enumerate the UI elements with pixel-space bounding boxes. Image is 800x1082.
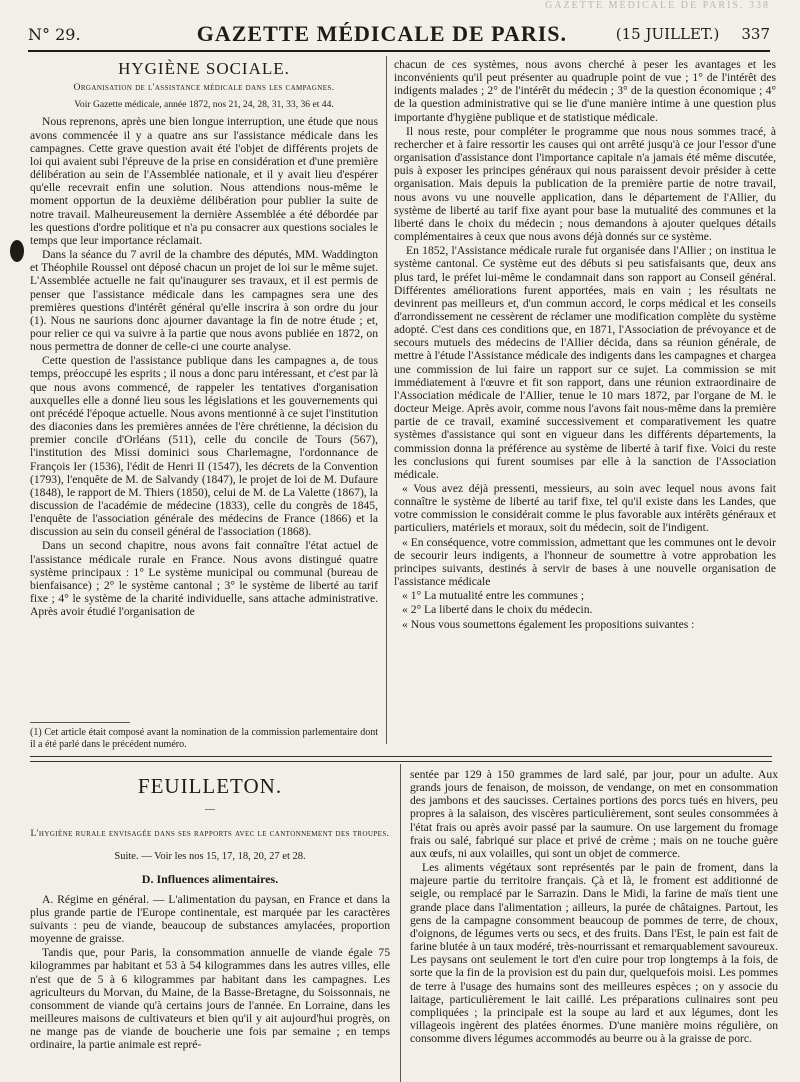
section-title: HYGIÈNE SOCIALE. <box>118 59 290 78</box>
paragraph: A. Régime en général. — L'alimentation du paysan, en France et dans la plus grande partie de l'Europe continentale, est marquée par les caractères suivants : peu de viande, beaucoup de substances amylacées, proportion moyenne de graisse. <box>30 892 390 946</box>
ink-blot <box>10 240 24 262</box>
feuilleton-left-column <box>30 770 390 1082</box>
header-right <box>616 25 770 43</box>
paragraph: Dans la séance du 7 avril de la chambre des députés, MM. Waddington et Théophile Roussel ont déposé chacun un projet de loi sur le même sujet. L'Assemblée actuelle ne fait qu'inaugurer ses travaux, et il est permis de penser que l'assistance médicale dans les campagnes sera une des premières questions d'intérêt général qu'elle inscrira à son ordre du jour (1). Nous ne saurions donc ajourner davantage la fin de notre étude ; et, pour relier ce qui va suivre à la partie que nous avons publiée en 1872, on nous permettra de donner de celle-ci une courte analyse. <box>30 248 378 354</box>
quote-paragraph: « Vous avez déjà pressenti, messieurs, au soin avec lequel nous avons fait connaître le système de liberté au tarif fixe, tel qu'il existe dans les Landes, que votre commission le considérait comme le plus favorable aux intérêts généraux et particuliers, matériels et moraux, soit du médecin, soit de l'indigent. <box>394 482 776 535</box>
suite-reference: Suite. — Voir les nos 15, 17, 18, 20, 27 et 28. <box>114 851 306 863</box>
column-rule <box>386 56 387 744</box>
quote-paragraph: « Nous vous soumettons également les propositions suivantes : <box>402 617 695 631</box>
title-dash: — <box>205 804 215 816</box>
column-rule <box>400 764 401 1082</box>
paragraph: Il nous reste, pour compléter le programme que nous nous sommes tracé, à rechercher et à faire ressortir les causes qui ont arrêté jusqu'à ce jour l'essor d'une organisation d'assistance dont l'importance capitale n'a jamais été même discutée, puis à exposer les principes généraux qui nous paraissent devoir présider à cette organisation. Mais depuis la publication de la première partie de notre travail, nous avons vu une nouvelle application, dans le département de l'Allier, du système de liberté au tarif fixe ayant pour base la mutualité des communes et la liberté dans le choix du médecin ; nous demandons à ajouter quelques détails complémentaires à ceux que nous avons déjà donnés sur ce système. <box>394 124 776 244</box>
feuilleton-right-column <box>410 768 778 1082</box>
bleed-through-text: GAZETTE MÉDICALE DE PARIS. 338 <box>545 0 770 10</box>
running-header <box>28 18 770 52</box>
hygiene-article-right-column <box>394 58 776 740</box>
feuilleton-title: FEUILLETON. <box>137 774 283 798</box>
feuilleton-subtitle: L'hygiène rurale envisagée dans ses rapports avec le cantonnement des troupes. <box>30 828 390 840</box>
quote-paragraph: « 1° La mutualité entre les communes ; <box>402 589 585 603</box>
quote-paragraph: « 2° La liberté dans le choix du médecin. <box>402 603 593 617</box>
paragraph: Cette question de l'assistance publique dans les campagnes a, de tous temps, préoccupé les esprits ; il nous a donc paru intéressant, et c'est par là que nous avons commencé, de rappeler les tentatives d'organisation auxquelles elle a donné lieu sous les législations et les gouvernements qui ont précédé l'époque actuelle. Nous avons mentionné à ce sujet l'institution des diaconies dans les premières années de l'ère chrétienne, la décision du premier concile d'Orléans (511), celle du concile de Tours (567), l'institution des Missi dominici sous Charlemagne, l'ordonnance de François Ier (1536), l'édit de Henri II (1547), les décrets de la Convention (1793), l'enquête de M. de Salvandy (1847), le projet de loi de M. Dufaure (1848), le rapport de M. Thiers (1850), celui de M. de La Valette (1867), la discussion de l'académie de médecine (1833), celle du congrès de 1845, l'enquête de l'association générale des médecins de France (1866) et la discussion au sein du conseil général de l'association (1868). <box>30 354 378 539</box>
page-number: 337 <box>741 25 770 43</box>
paragraph: Nous reprenons, après une bien longue interruption, une étude que nous avons commencée il y a quatre ans sur l'assistance médicale dans les campagnes. Cette grave question avait été l'objet de différents projets de loi qui avaient subi l'épreuve de la prise en considération et d'une première délibération au sein de l'Assemblée nationale, et il y avait lieu d'espérer qu'elle recevrait enfin une solution. Nous attendions nous-même le moment opportun de la deuxième délibération pour publier la suite de notre travail. Malheureusement la dernière Assemblée a été débordée par les questions d'ordre politique et n'a pu consacrer aux questions sociales le temps que leur importance réclamait. <box>30 115 378 247</box>
footnote: (1) Cet article était composé avant la nomination de la commission parlementaire dont il a été parlé dans le précédent numéro. <box>30 727 378 750</box>
journal-title: GAZETTE MÉDICALE DE PARIS. <box>196 21 568 46</box>
feuilleton-divider <box>30 756 772 762</box>
footnote-rule <box>30 722 130 723</box>
paragraph: chacun de ces systèmes, nous avons cherché à peser les avantages et les inconvénients qu'il peut présenter au quadruple point de vue ; 1° de l'intérêt des indigents malades ; 2° de l'intérêt du médecin ; 3° de la question économique ; 4° de la question administrative qui se lie d'une manière intime à une question plus importante d'hygiène publique et de statistique médicale. <box>394 58 776 124</box>
paragraph: En 1852, l'Assistance médicale rurale fut organisée dans l'Allier ; on institua le système cantonal. Ce système eut des débuts si peu satisfaisants que, deux ans plus tard, le préfet lui-même le condamnait dans son rapport au Conseil général. Différentes améliorations furent apportées, mais en vain ; les résultats ne devinrent pas meilleurs et, d'un commun accord, le corps médical et les conseils d'arrondissement ne cessèrent de réclamer une modification complète du système adopté. C'est dans ces conditions que, en 1871, l'Association de prévoyance et de secours mutuels des médecins de l'Allier décida, dans sa réunion générale, de mettre à l'étude l'Assistance médicale des indigents dans les campagnes et chargea une commission de lui faire un rapport sur ce sujet. La commission se mit immédiatement à l'œuvre et fit son rapport, dans une réunion extraordinaire de l'Association médicale de l'Allier, tenue le 10 mars 1872, par l'organe de M. le docteur Meige. Après avoir, comme nous l'avons fait nous-même dans la première partie de ce travail, examiné successivement et comparativement les quatre systèmes d'assistance qui sont en vigueur dans les différents départements, la commission donna la préférence au système de liberté à tarif fixe. Voici du reste les conclusions qui furent soumises par elle à la sanction de l'Association médicale. <box>394 244 776 481</box>
paragraph: Tandis que, pour Paris, la consommation annuelle de viande égale 75 kilogrammes par habitant et 53 à 54 kilogrammes dans les autres villes, elle n'est que de 5 à 6 kilogrammes par habitant dans les campagnes. Les agriculteurs du Morvan, du Maine, de la Basse-Bretagne, du Soissonnais, ne consomment de viande qu'à certains jours de l'année. En Lorraine, dans les meilleures maisons de cultivateurs et bien qu'il y ait aujourd'hui progrès, on ne mange pas de viande de boucherie une fois par semaine ; en temps ordinaire, la partie animale est repré- <box>30 946 390 1052</box>
paragraph: Les aliments végétaux sont représentés par le pain de froment, dans la majeure partie du territoire français. Çà et là, le froment est additionné de seigle, ou remplacé par le Sarrazin. Dans le Midi, la farine de maïs tient une grande place dans l'alimentation ; ailleurs, la purée de châtaignes. Partout, les gens de la campagne consomment beaucoup de pommes de terre, de choux, d'oignons, de légumes verts ou secs, et des fruits. Dans l'Est, le pain est fait de farine blutée à un taux modéré, très-nourrissant et remarquablement savoureux. Les paysans ont seulement le tort d'en cuire pour trop longtemps à la fois, de sorte que la fin de la provision est du pain dur, quelquefois moisi. Les pommes de terre à l'usage des humains sont des meilleures espèces ; on y associe du laitage, particulièrement le lait caillé. Les préparations culinaires sont peu compliquées ; la principale est la soupe au lard et aux légumes, dont les villageois ingèrent des platées énormes. D'une manière moins régulière, on consomme divers légumes accommodés au beurre ou à la graisse de porc. <box>410 861 778 1046</box>
issue-date: (15 JUILLET.) <box>615 25 720 43</box>
section-heading: D. Influences alimentaires. <box>141 872 279 887</box>
hygiene-article-left-column <box>30 58 378 720</box>
paragraph: Dans un second chapitre, nous avons fait connaître l'état actuel de l'assistance médicale rurale en France. Nous avons distingué quatre système principaux : 1° Le système municipal ou communal (bureau de bienfaisance) ; 2° le système cantonal ; 3° le système de liberté au tarif fixe ; 4° le système de la charité individuelle, sans attache administrative. Après avoir étudié l'organisation de <box>30 539 378 619</box>
reference-line: Voir Gazette médicale, année 1872, nos 21, 24, 28, 31, 33, 36 et 44. <box>74 99 334 111</box>
quote-paragraph: « En conséquence, votre commission, admettant que les communes ont le devoir de secourir leurs indigents, a l'honneur de soumettre à votre approbation les principes suivants, destinés à servir de bases à une nouvelle organisation de l'assistance médicale <box>394 535 776 589</box>
issue-number: N° 29. <box>28 24 81 44</box>
article-subtitle: Organisation de l'assistance médicale dans les campagnes. <box>73 82 335 94</box>
paragraph: sentée par 129 à 150 grammes de lard salé, par jour, pour un adulte. Aux grands jours de fenaison, de moisson, de vendange, on met en consommation des jambons et des saucisses. Certaines portions des porcs tués en hivers, peu propres à la salaison, des viscères particulièrement, sont seules consommées à l'état frais ou après avoir passé par la saumure. On use largement du fromage frais ou salé, fabriqué sur place et privé de crème ; mais on ne touche guère aux œufs, ni aux volailles, qui sont un objet de commerce. <box>410 768 778 860</box>
